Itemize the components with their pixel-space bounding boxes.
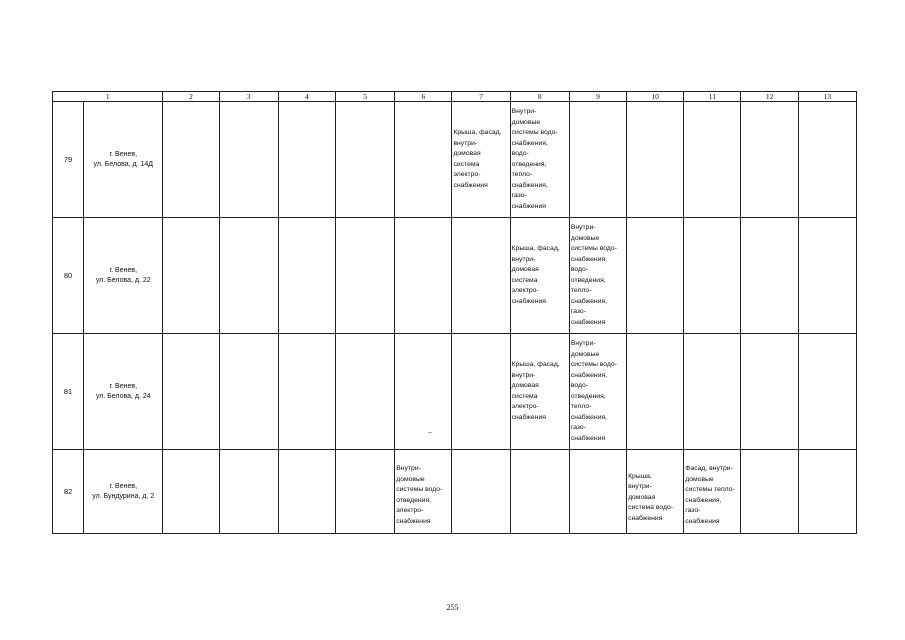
address-city: г. Венев,: [109, 150, 138, 158]
cell-12: [741, 450, 798, 534]
row-number: 79: [53, 102, 84, 218]
cell-3: [219, 334, 278, 450]
cell-4: [278, 102, 335, 218]
cell-3: [219, 102, 278, 218]
cell-6: [395, 218, 452, 334]
row-address: [84, 218, 163, 334]
cell-12: [741, 102, 798, 218]
cell-8: [510, 334, 569, 450]
cell-13: [798, 218, 856, 334]
row-address: [84, 334, 163, 450]
table-row: [53, 450, 857, 534]
row-number: 80: [53, 218, 84, 334]
cell-4: [278, 218, 335, 334]
cell-6: [395, 102, 452, 218]
cell-7: [452, 334, 510, 450]
cell-6-text: Внутри- домовые системы водо- отведения, электро- снабжения: [396, 465, 443, 525]
cell-13: [798, 102, 856, 218]
cell-11: [684, 450, 741, 534]
column-header-13: 13: [798, 92, 856, 102]
cell-5: [336, 102, 395, 218]
cell-10: [627, 450, 684, 534]
column-header-9: 9: [569, 92, 626, 102]
cell-8-text: Крыша, фасад, внутри- домовая система электро- снабжения: [511, 361, 560, 421]
cell-5: [336, 450, 395, 534]
address-street: ул. Белова, д. 24: [95, 392, 151, 400]
column-header-12: 12: [741, 92, 798, 102]
cell-6: [395, 334, 452, 450]
cell-8-text: Крыша, фасад, внутри- домовая система электро- снабжения: [511, 245, 560, 305]
row-number: 81: [53, 334, 84, 450]
cell-13: [798, 334, 856, 450]
cell-3: [219, 450, 278, 534]
address-street: ул. Белова, д. 14Д: [93, 160, 154, 168]
cell-2: [163, 218, 219, 334]
table-row: [53, 218, 857, 334]
cell-4: [278, 334, 335, 450]
cell-10: [627, 218, 684, 334]
row-number: 82: [53, 450, 84, 534]
column-header-3: 3: [219, 92, 278, 102]
cell-2: [163, 102, 219, 218]
cell-4: [278, 450, 335, 534]
cell-7: [452, 102, 510, 218]
repair-schedule-table: [52, 91, 857, 534]
page-number: 255: [446, 603, 459, 612]
address-city: г. Венев,: [109, 482, 138, 490]
stray-mark-icon: –: [428, 427, 432, 436]
table-row: [53, 102, 857, 218]
column-header-4: 4: [278, 92, 335, 102]
cell-7: [452, 218, 510, 334]
column-header-1: 1: [53, 92, 163, 102]
column-header-6: 6: [395, 92, 452, 102]
cell-9: [569, 102, 626, 218]
column-header-7: 7: [452, 92, 510, 102]
cell-8: [510, 450, 569, 534]
row-address: [84, 102, 163, 218]
address-city: г. Венев,: [109, 266, 138, 274]
cell-9: [569, 450, 626, 534]
cell-9: [569, 334, 626, 450]
column-header-8: 8: [510, 92, 569, 102]
row-address: [84, 450, 163, 534]
table-row: [53, 334, 857, 450]
cell-13: [798, 450, 856, 534]
address-city: г. Венев,: [109, 382, 138, 390]
cell-11: [684, 102, 741, 218]
cell-5: [336, 334, 395, 450]
cell-11-text: Фасад, внутри- домовые системы тепло- снабжения, газо- снабжения: [685, 465, 735, 525]
cell-5: [336, 218, 395, 334]
cell-10: [627, 334, 684, 450]
address-street: ул. Бундурина, д. 2: [92, 492, 155, 500]
cell-6: [395, 450, 452, 534]
cell-8: [510, 102, 569, 218]
cell-10-text: Крыша, внутри- домовая система водо- снабжения: [628, 472, 673, 522]
address-street: ул. Белова, д. 22: [95, 276, 151, 284]
column-header-10: 10: [627, 92, 684, 102]
column-header-11: 11: [684, 92, 741, 102]
cell-9-text: Внутри- домовые системы водо- снабжения, водо- отведения, тепло- снабжения, газо- снабжения: [570, 224, 617, 326]
cell-2: [163, 450, 219, 534]
cell-7-text: Крыша, фасад, внутри- домовая система электро- снабжения: [453, 129, 502, 189]
cell-3: [219, 218, 278, 334]
cell-9: [569, 218, 626, 334]
cell-8-text: Внутри- домовые системы водо- снабжения, водо- отведения, тепло- снабжения, газо- снабжения: [511, 108, 558, 210]
cell-8: [510, 218, 569, 334]
cell-12: [741, 334, 798, 450]
cell-12: [741, 218, 798, 334]
cell-9-text: Внутри- домовые системы водо- снабжения, водо- отведения, тепло- снабжения, газо- снабжения: [570, 340, 617, 442]
cell-11: [684, 334, 741, 450]
column-header-2: 2: [163, 92, 219, 102]
cell-10: [627, 102, 684, 218]
column-header-5: 5: [336, 92, 395, 102]
header-row: [53, 92, 857, 102]
cell-7: [452, 450, 510, 534]
cell-11: [684, 218, 741, 334]
cell-2: [163, 334, 219, 450]
